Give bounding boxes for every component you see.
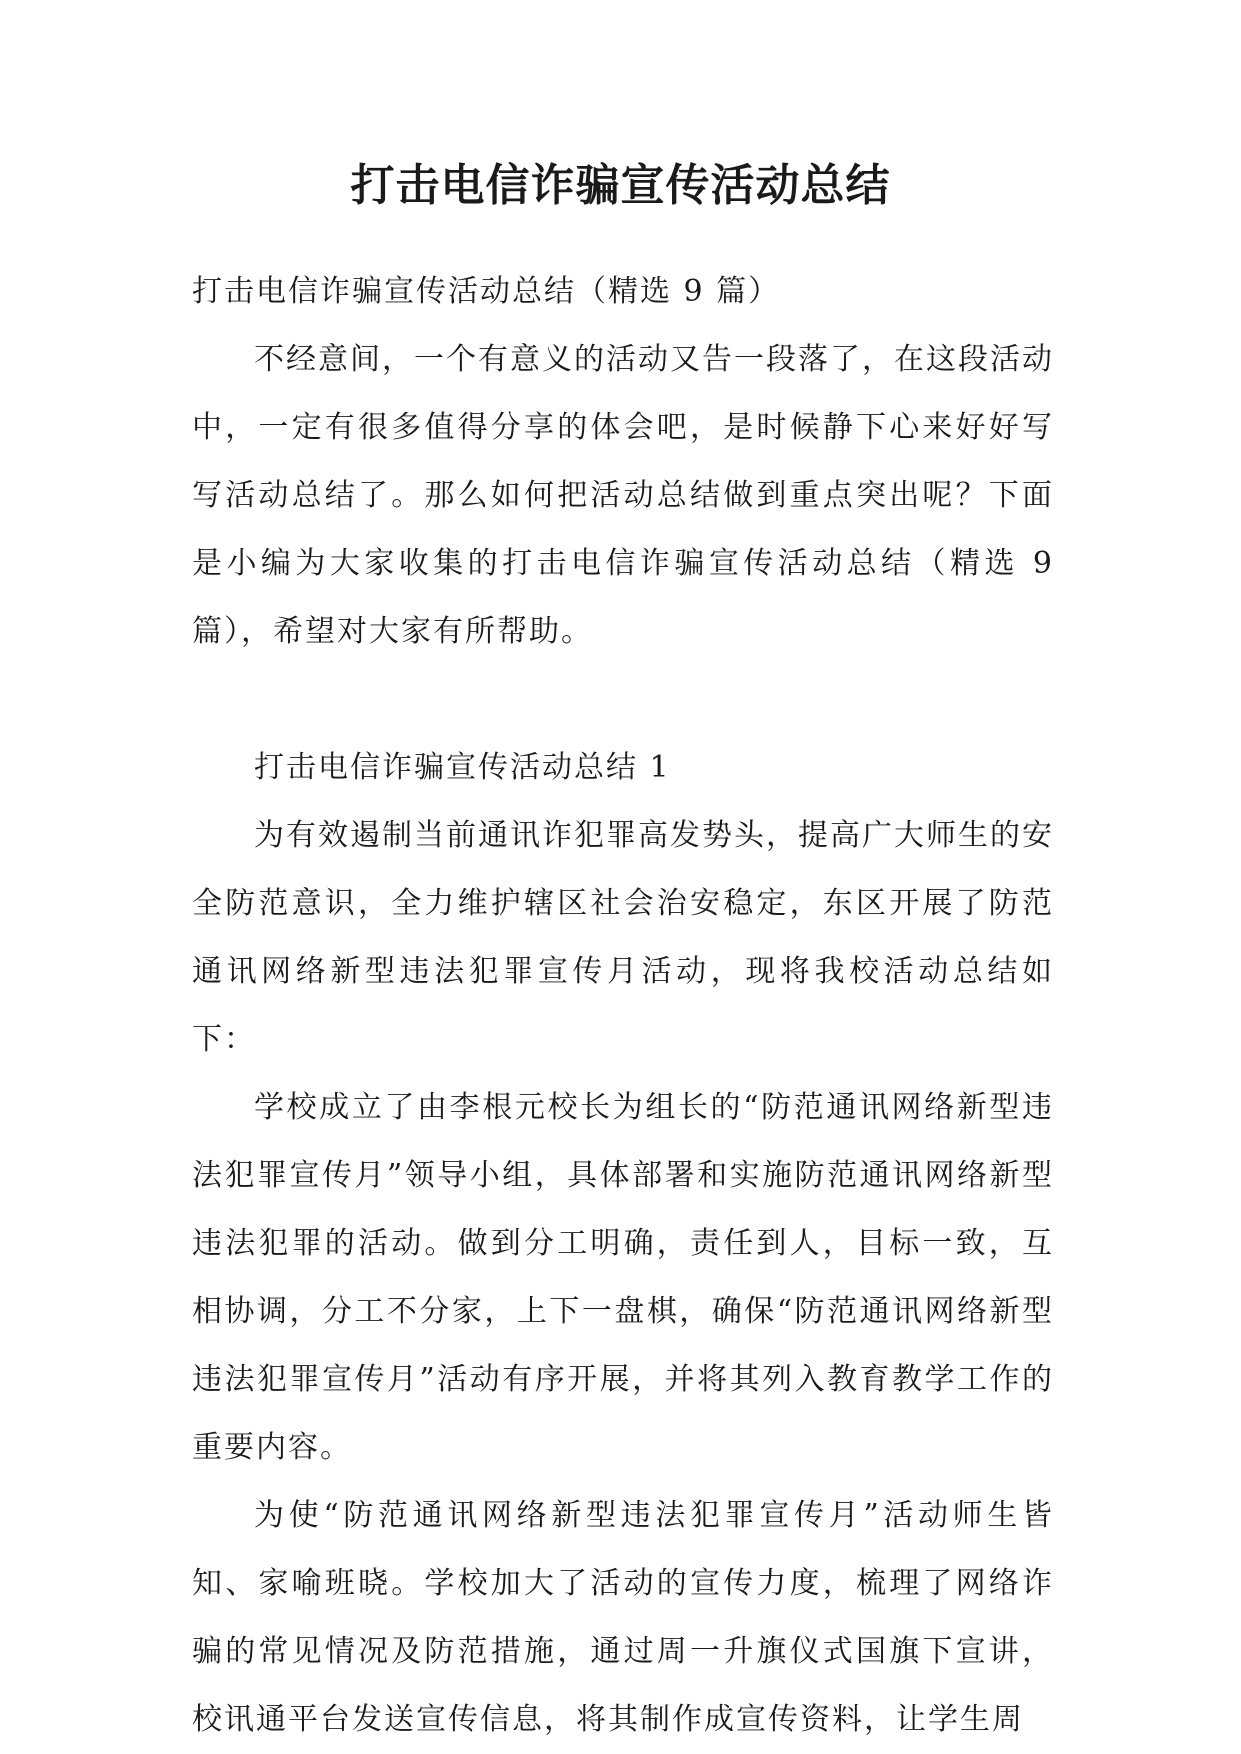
document-subtitle: 打击电信诈骗宣传活动总结（精选 9 篇）	[192, 274, 781, 309]
intro-paragraph: 不经意间，一个有意义的活动又告一段落了，在这段活动中，一定有很多值得分享的体会吧，是时候静下心来好好写写活动总结了。那么如何把活动总结做到重点突出呢？下面是小编为大家收集的打击电信诈骗宣传活动总结（精选 9 篇），希望对大家有所帮助。	[192, 342, 1054, 649]
document-body	[192, 258, 1054, 1754]
body-paragraph-2: 学校成立了由李根元校长为组长的“防范通讯网络新型违法犯罪宣传月”领导小组，具体部署和实施防范通讯网络新型违法犯罪的活动。做到分工明确，责任到人，目标一致，互相协调，分工不分家，上下一盘棋，确保“防范通讯网络新型违法犯罪宣传月”活动有序开展，并将其列入教育教学工作的重要内容。	[192, 1090, 1054, 1465]
section-heading: 打击电信诈骗宣传活动总结 1	[254, 750, 671, 785]
document-title: 打击电信诈骗宣传活动总结	[350, 160, 891, 211]
body-paragraph-1: 为有效遏制当前通讯诈犯罪高发势头，提高广大师生的安全防范意识，全力维护辖区社会治安稳定，东区开展了防范通讯网络新型违法犯罪宣传月活动，现将我校活动总结如下：	[192, 818, 1054, 1057]
body-paragraph-3: 为使“防范通讯网络新型违法犯罪宣传月”活动师生皆知、家喻班晓。学校加大了活动的宣传力度，梳理了网络诈骗的常见情况及防范措施，通过周一升旗仪式国旗下宣讲，校讯通平台发送宣传信息，将其制作成宣传资料，让学生周	[192, 1498, 1054, 1737]
